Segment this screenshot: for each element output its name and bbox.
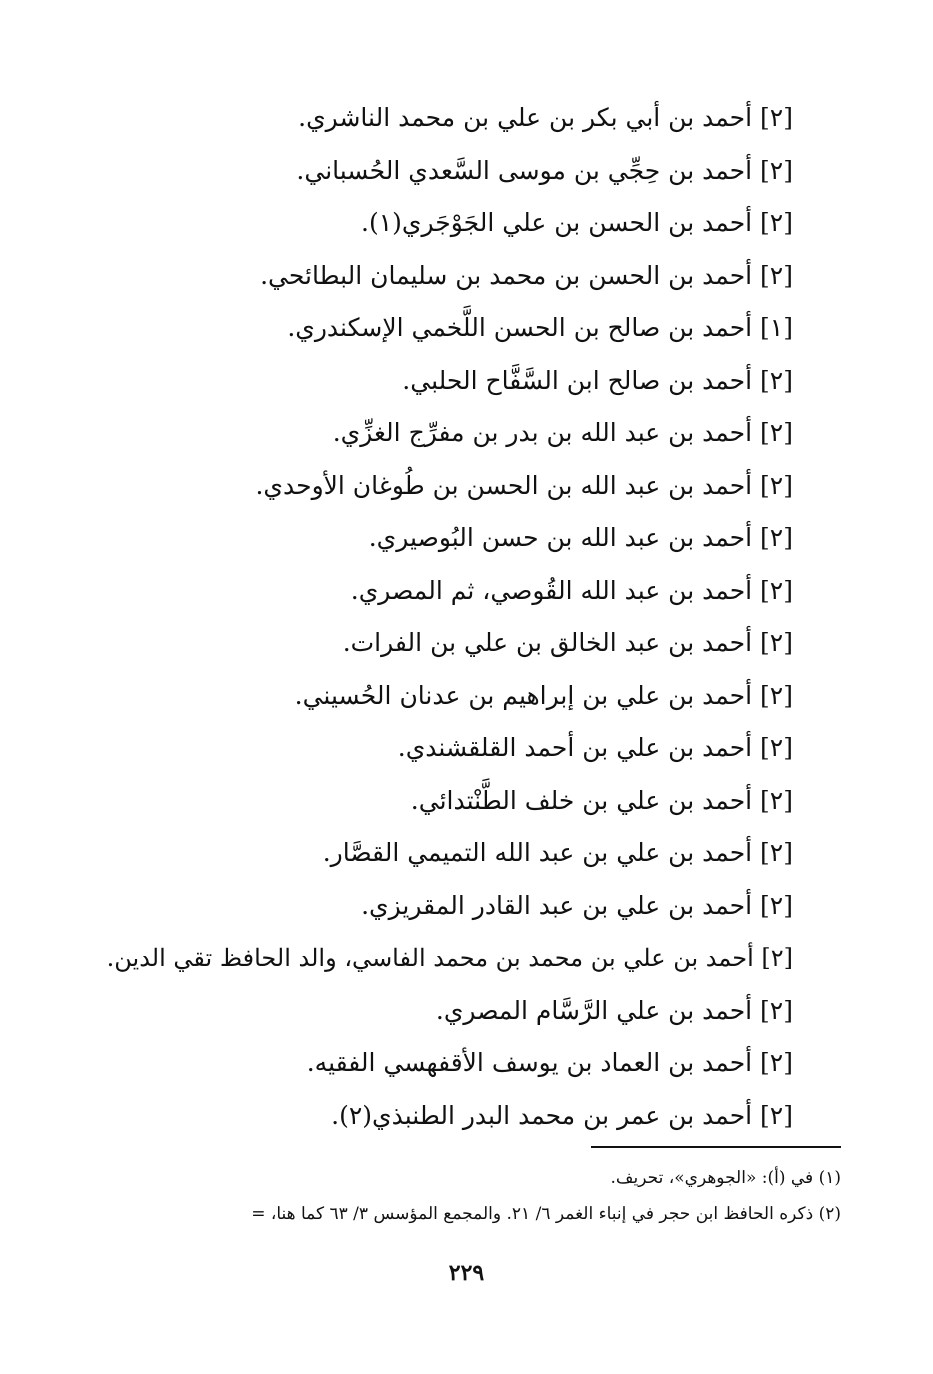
entry-20: [٢] أحمد بن عمر بن محمد البدر الطنبذي(٢).: [331, 1100, 793, 1130]
entry-7: [٢] أحمد بن عبد الله بن بدر بن مفرِّج الغزِّي.: [332, 418, 793, 447]
entry-5: [١] أحمد بن صالح بن الحسن اللَّخمي الإسكندري.: [287, 313, 793, 342]
entry-3: [٢] أحمد بن الحسن بن علي الجَوْجَري(١).: [361, 208, 793, 237]
entry-4: [٢] أحمد بن الحسن بن محمد بن سليمان البطائحي.: [260, 260, 793, 290]
entry-19: [٢] أحمد بن العماد بن يوسف الأقفهسي الفقيه.: [306, 1048, 793, 1077]
entry-9: [٢] أحمد بن عبد الله بن حسن البُوصيري.: [368, 523, 793, 552]
footnote-separator: [591, 1146, 841, 1148]
entry-17: [٢] أحمد بن علي بن محمد بن محمد الفاسي، والد الحافظ تقي الدين.: [106, 944, 793, 972]
entry-14: [٢] أحمد بن علي بن خلف الطَّنْتدائي.: [410, 785, 793, 815]
entry-8: [٢] أحمد بن عبد الله بن الحسن بن طُوغان الأوحدي.: [255, 470, 793, 500]
entry-18: [٢] أحمد بن علي الرَّسَّام المصري.: [435, 995, 793, 1025]
entry-10: [٢] أحمد بن عبد الله القُوصي، ثم المصري.: [350, 575, 793, 605]
entry-list: [93, 92, 793, 1142]
entry-6: [٢] أحمد بن صالح ابن السَّفَّاح الحلبي.: [402, 365, 793, 395]
footnote-2: (٢) ذكره الحافظ ابن حجر في إنباء الغمر ٦/ ٢١. والمجمع المؤسس ٣/ ٦٣ كما هنا، =: [251, 1204, 841, 1224]
entry-13: [٢] أحمد بن علي بن أحمد القلقشندي.: [397, 733, 793, 762]
page-number: ٢٢٩: [448, 1260, 485, 1286]
entry-15: [٢] أحمد بن علي بن عبد الله التميمي القصَّار.: [322, 838, 793, 867]
entry-11: [٢] أحمد بن عبد الخالق بن علي بن الفرات.: [342, 628, 793, 657]
entry-2: [٢] أحمد بن حِجِّي بن موسى السَّعدي الحُسباني.: [296, 155, 793, 185]
footnotes: [81, 1160, 841, 1232]
entry-12: [٢] أحمد بن علي بن إبراهيم بن عدنان الحُسيني.: [294, 680, 793, 710]
entry-16: [٢] أحمد بن علي بن عبد القادر المقريزي.: [361, 890, 793, 920]
entry-1: [٢] أحمد بن أبي بكر بن علي بن محمد الناشري.: [298, 103, 793, 132]
footnote-1: (١) في (أ): «الجوهري»، تحريف.: [610, 1168, 841, 1188]
